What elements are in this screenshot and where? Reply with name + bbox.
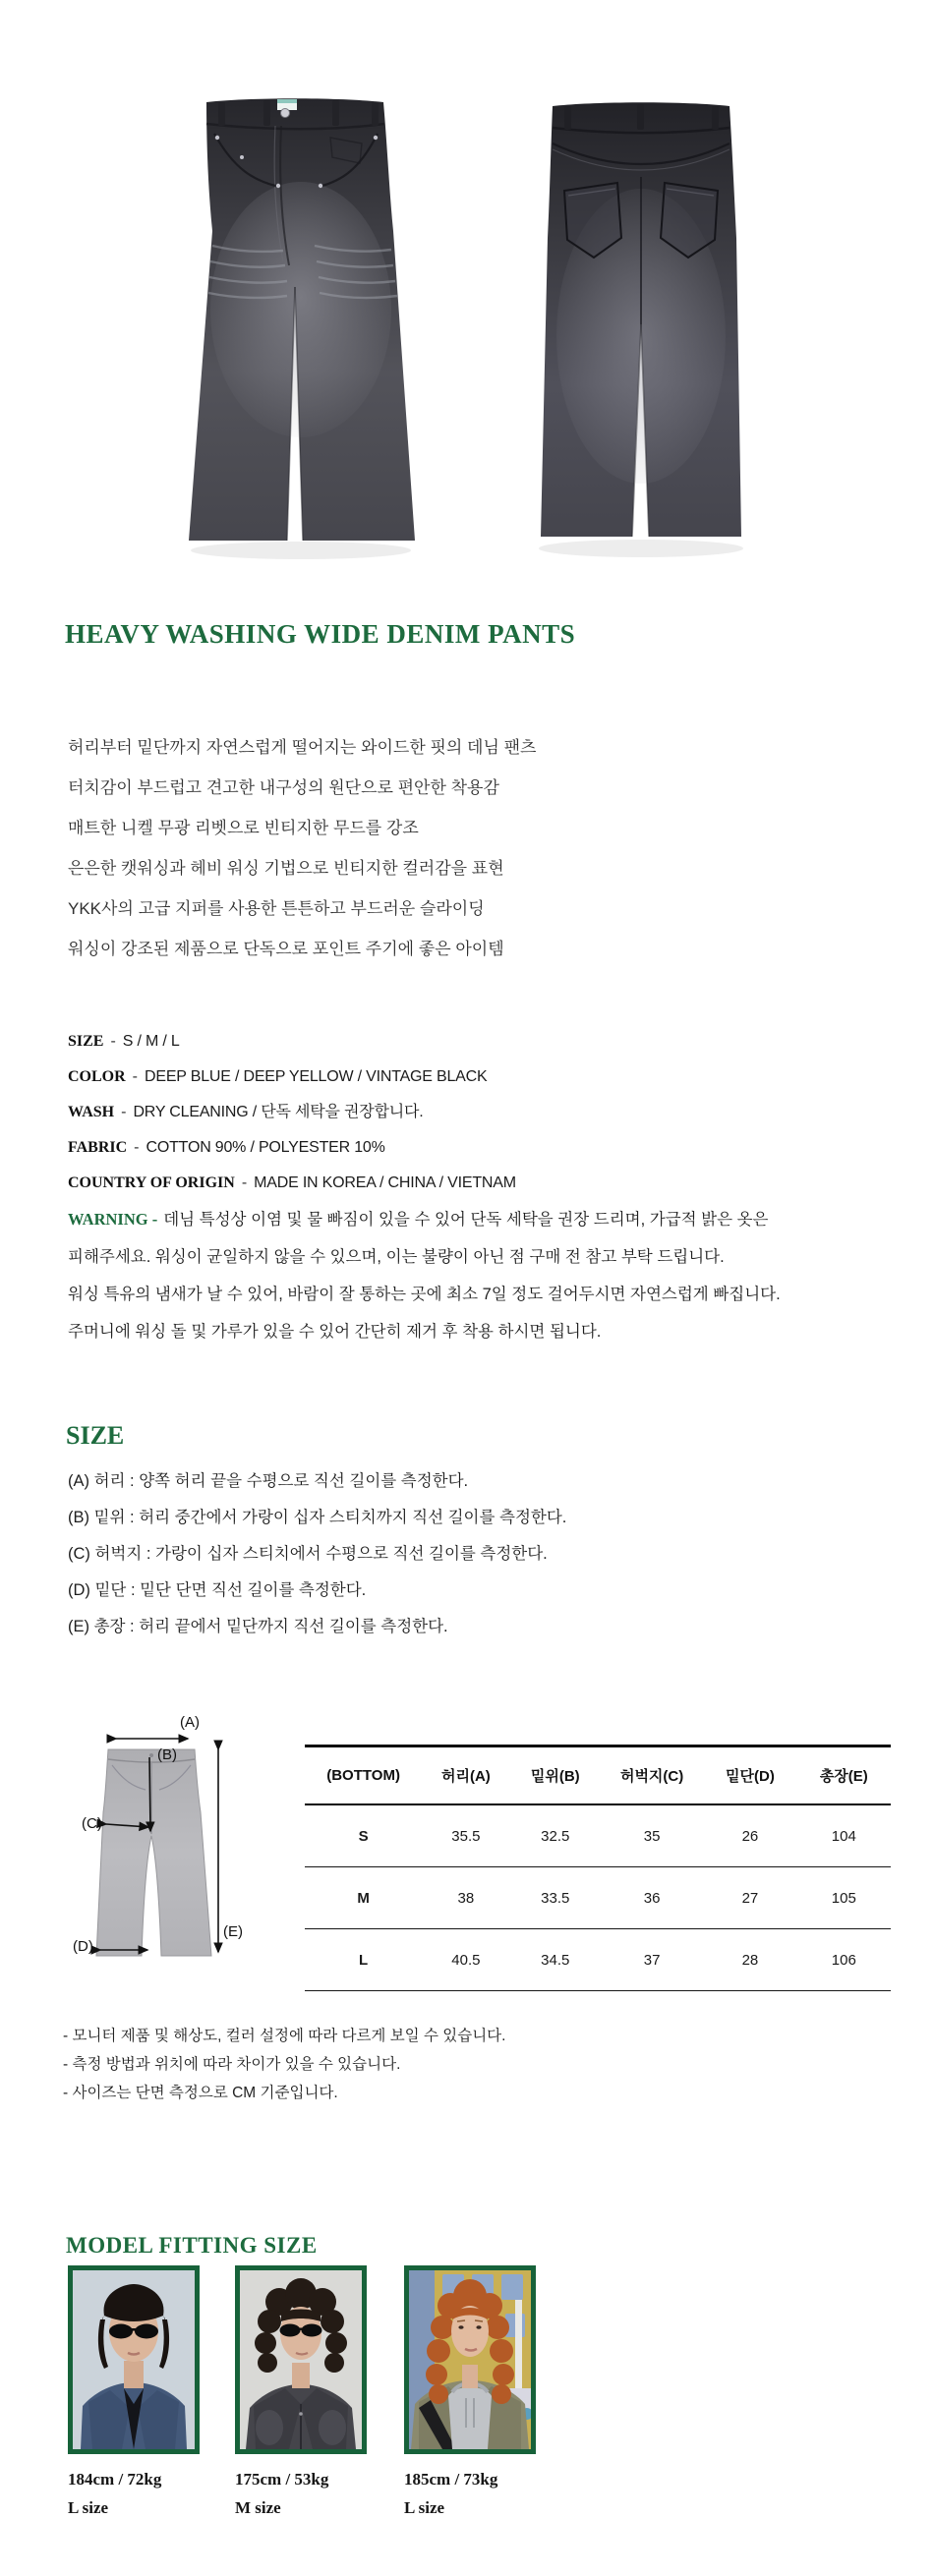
detail-separator: - [121,1104,127,1120]
warning-label: WARNING - [68,1210,158,1229]
diagram-label-B: (B) [157,1746,177,1763]
measurement-line: (E) 총장 : 허리 끝에서 밑단까지 직선 길이를 측정한다. [68,1618,448,1635]
detail-separator: - [110,1033,116,1050]
model-size: L size [404,2498,445,2517]
detail-value: COTTON 90% / POLYESTER 10% [146,1139,385,1156]
description-line: 터치감이 부드럽고 견고한 내구성의 원단으로 편안한 착용감 [68,778,499,797]
notes [63,2022,505,2107]
model-spec: 184cm / 72kg [68,2470,162,2489]
measurement-line: (B) 밑위 : 허리 중간에서 가랑이 십자 스티치까지 직선 길이를 측정한다. [68,1509,567,1526]
page-title: HEAVY WASHING WIDE DENIM PANTS [65,619,576,649]
description-line: 매트한 니켈 무광 리벳으로 빈티지한 무드를 강조 [68,819,419,837]
note-line: - 측정 방법과 위치에 따라 차이가 있을 수 있습니다. [63,2056,401,2073]
detail-label: FABRIC [68,1139,128,1156]
product-image-front [183,98,423,568]
table-cell: M [305,1867,422,1929]
table-cell: L [305,1929,422,1991]
detail-row-fabric [68,1130,516,1166]
size-table-header-row [305,1746,891,1805]
column-header: 허리(A) [422,1746,509,1805]
description-line: 은은한 캣워싱과 헤비 워싱 기법으로 빈티지한 컬러감을 표현 [68,859,504,878]
model-size: L size [68,2498,109,2517]
measurement-line: (C) 허벅지 : 가랑이 십자 스티치에서 수평으로 직선 길이를 측정한다. [68,1545,548,1563]
description [68,727,536,969]
description-line: 허리부터 밑단까지 자연스럽게 떨어지는 와이드한 핏의 데님 팬츠 [68,738,537,757]
column-header: 밑위(B) [510,1746,601,1805]
table-cell: 27 [703,1867,796,1929]
size-section-heading: SIZE [66,1421,125,1450]
description-line: 워싱이 강조된 제품으로 단독으로 포인트 주기에 좋은 아이템 [68,940,504,958]
model-spec: 175cm / 53kg [235,2470,329,2489]
diagram-pants [96,1749,211,1956]
table-cell: 32.5 [510,1804,601,1867]
model-caption-1 [68,2465,161,2522]
model-photo-3 [404,2265,536,2454]
detail-value: MADE IN KOREA / CHINA / VIETNAM [254,1174,516,1191]
detail-separator: - [134,1139,140,1156]
column-header: 밑단(D) [703,1746,796,1805]
diagram-label-E: (E) [223,1923,243,1940]
measurement-line: (A) 허리 : 양쪽 허리 끝을 수평으로 직선 길이를 측정한다. [68,1472,469,1490]
table-cell: 106 [797,1929,891,1991]
table-cell: 37 [601,1929,703,1991]
size-table [305,1745,891,1991]
note-line: - 모니터 제품 및 해상도, 컬러 설정에 따라 다르게 보일 수 있습니다. [63,2028,506,2044]
detail-value: DRY CLEANING / 단독 세탁을 권장합니다. [133,1104,424,1120]
warning-line: 피해주세요. 워싱이 균일하지 않을 수 있으며, 이는 불량이 아닌 점 구매 전 참고 부탁 드립니다. [68,1248,725,1266]
table-cell: 105 [797,1867,891,1929]
column-header: 총장(E) [797,1746,891,1805]
table-cell: 35.5 [422,1804,509,1867]
model-photo-1 [68,2265,200,2454]
product-details [68,1024,516,1201]
detail-value: DEEP BLUE / DEEP YELLOW / VINTAGE BLACK [145,1068,488,1085]
table-row [305,1929,891,1991]
column-header: 허벅지(C) [601,1746,703,1805]
detail-row-origin [68,1166,516,1201]
arrow-B [149,1757,150,1831]
table-row [305,1867,891,1929]
warning-line [68,1201,781,1238]
diagram-label-A: (A) [180,1714,200,1731]
table-cell: 40.5 [422,1929,509,1991]
note-line: - 사이즈는 단면 측정으로 CM 기준입니다. [63,2085,338,2101]
table-cell: 104 [797,1804,891,1867]
model-photo-2 [235,2265,367,2454]
table-cell: 26 [703,1804,796,1867]
detail-label: COLOR [68,1068,126,1085]
measurement-line: (D) 밑단 : 밑단 단면 직선 길이를 측정한다. [68,1581,367,1599]
detail-label: SIZE [68,1033,104,1050]
measurement-guide [68,1463,566,1645]
detail-value: S / M / L [122,1033,180,1050]
column-header: (BOTTOM) [305,1746,422,1805]
table-cell: 33.5 [510,1867,601,1929]
front-button [281,109,290,118]
detail-row-color [68,1059,516,1095]
detail-row-wash [68,1095,516,1130]
detail-row-size [68,1024,516,1059]
diagram-label-D: (D) [73,1938,93,1955]
table-cell: S [305,1804,422,1867]
table-cell: 38 [422,1867,509,1929]
description-line: YKK사의 고급 지퍼를 사용한 튼튼하고 부드러운 슬라이딩 [68,899,485,918]
model-size: M size [235,2498,281,2517]
table-cell: 36 [601,1867,703,1929]
table-row [305,1804,891,1867]
detail-label: WASH [68,1104,115,1120]
table-cell: 28 [703,1929,796,1991]
warning-line: 주머니에 워싱 돌 및 가루가 있을 수 있어 간단히 제거 후 착용 하시면 됩니다. [68,1323,602,1341]
detail-separator: - [132,1068,138,1085]
detail-label: COUNTRY OF ORIGIN [68,1174,235,1191]
detail-separator: - [241,1174,248,1191]
warning-text: 데님 특성상 이염 및 물 빠짐이 있을 수 있어 단독 세탁을 권장 드리며, 가급적 밝은 옷은 [163,1211,769,1229]
diagram-label-C: (C) [82,1815,102,1832]
model-caption-3 [404,2465,497,2522]
warning-line: 워싱 특유의 냄새가 날 수 있어, 바람이 잘 통하는 곳에 최소 7일 정도 걸어두시면 자연스럽게 빠집니다. [68,1286,781,1303]
table-cell: 34.5 [510,1929,601,1991]
product-image-back [535,100,751,562]
model-section-heading: MODEL FITTING SIZE [66,2233,318,2258]
model-caption-2 [235,2465,328,2522]
model-spec: 185cm / 73kg [404,2470,498,2489]
warning-block [68,1201,781,1350]
table-cell: 35 [601,1804,703,1867]
